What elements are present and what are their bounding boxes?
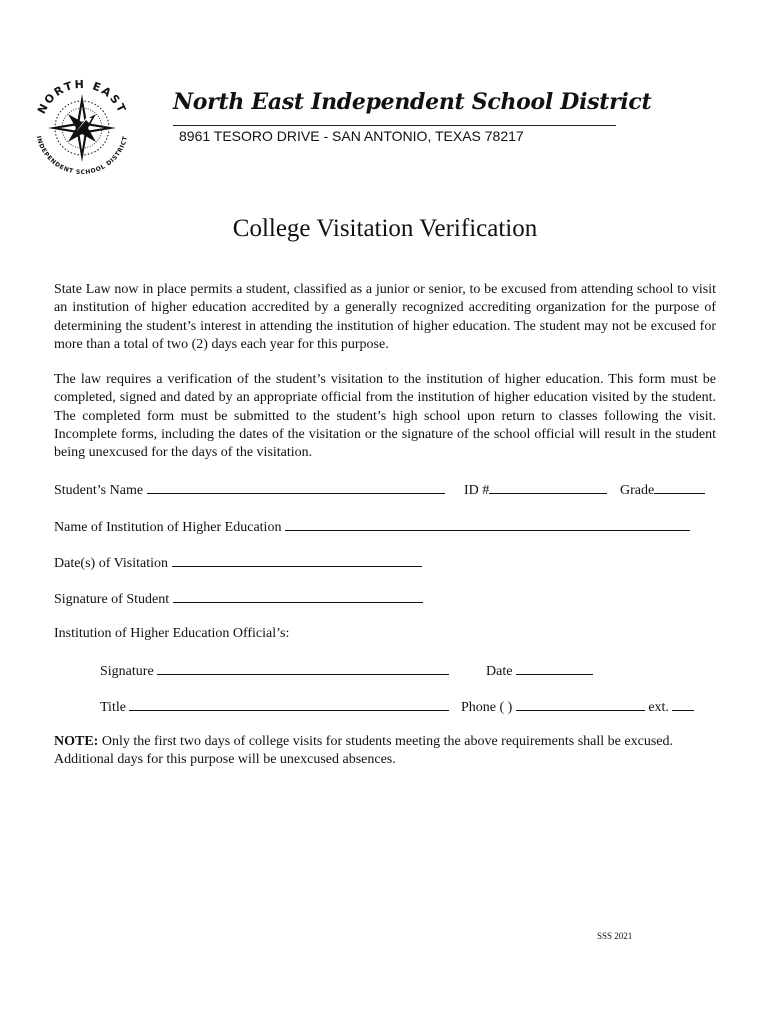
visit-dates-field[interactable]: [172, 554, 422, 567]
logo-text-top: NORTH EAST: [34, 77, 130, 117]
ext-field[interactable]: [672, 698, 694, 711]
grade-field[interactable]: [654, 481, 705, 494]
institution-field[interactable]: [285, 518, 690, 531]
note-label: NOTE:: [54, 734, 99, 749]
official-date-row: [486, 662, 593, 680]
id-label: ID #: [464, 483, 490, 498]
student-signature-row: [54, 590, 423, 608]
district-name: North East Independent School District: [173, 89, 652, 115]
student-name-field[interactable]: [147, 481, 445, 494]
student-signature-field[interactable]: [173, 590, 423, 603]
official-signature-label: Signature: [100, 664, 154, 679]
note-paragraph: [54, 733, 716, 770]
grade-row: [620, 481, 705, 499]
intro-paragraph: State Law now in place permits a student, classified as a junior or senior, to be excused from attending school to visit an institution of higher education accredited by a generally recognized accrediting organization for the purpose of determining the student’s interest in attending the institution of higher education. The student may not be excused for more than a total of two (2) days each year for this purpose.: [54, 282, 716, 352]
district-address: 8961 TESORO DRIVE - SAN ANTONIO, TEXAS 78217: [179, 128, 524, 144]
official-title-field[interactable]: [129, 698, 449, 711]
official-date-field[interactable]: [516, 662, 593, 675]
grade-label: Grade: [620, 483, 655, 498]
official-date-label: Date: [486, 664, 513, 679]
institution-label: Name of Institution of Higher Education: [54, 520, 282, 535]
logo-text-bottom: INDEPENDENT SCHOOL DISTRICT: [34, 135, 130, 177]
visit-dates-row: [54, 554, 422, 572]
official-title-label: Title: [100, 700, 126, 715]
phone-field[interactable]: [516, 698, 645, 711]
header-divider: [173, 125, 616, 126]
institution-row: [54, 518, 690, 536]
form-title: College Visitation Verification: [232, 215, 538, 242]
official-title-row: [100, 698, 449, 716]
student-name-row: [54, 481, 445, 499]
compass-rose-icon: [48, 94, 116, 162]
note-text: Only the first two days of college visits for students meeting the above requirements shall be excused. Additional days for this purpose will be unexcused absences.: [54, 734, 673, 768]
student-signature-label: Signature of Student: [54, 592, 170, 607]
official-section-label: Institution of Higher Education Official’s:: [54, 626, 290, 641]
official-signature-field[interactable]: [157, 662, 449, 675]
phone-row: [461, 698, 694, 716]
ext-label: ext.: [648, 700, 669, 715]
id-field[interactable]: [489, 481, 607, 494]
district-logo: [26, 72, 138, 184]
phone-label: Phone ( ): [461, 700, 513, 715]
official-signature-row: [100, 662, 449, 680]
id-row: [464, 481, 607, 499]
visit-dates-label: Date(s) of Visitation: [54, 556, 168, 571]
requirements-paragraph: The law requires a verification of the student’s visitation to the institution of higher education. This form must be completed, signed and dated by an appropriate official from the institution of higher education visited by the student. The completed form must be submitted to the student’s high school upon return to classes following the visit. Incomplete forms, including the dates of the visitation or the signature of the school official will result in the student being unexcused for the days of the visitation.: [54, 372, 716, 461]
form-code: SSS 2021: [597, 931, 633, 941]
student-name-label: Student’s Name: [54, 483, 144, 498]
